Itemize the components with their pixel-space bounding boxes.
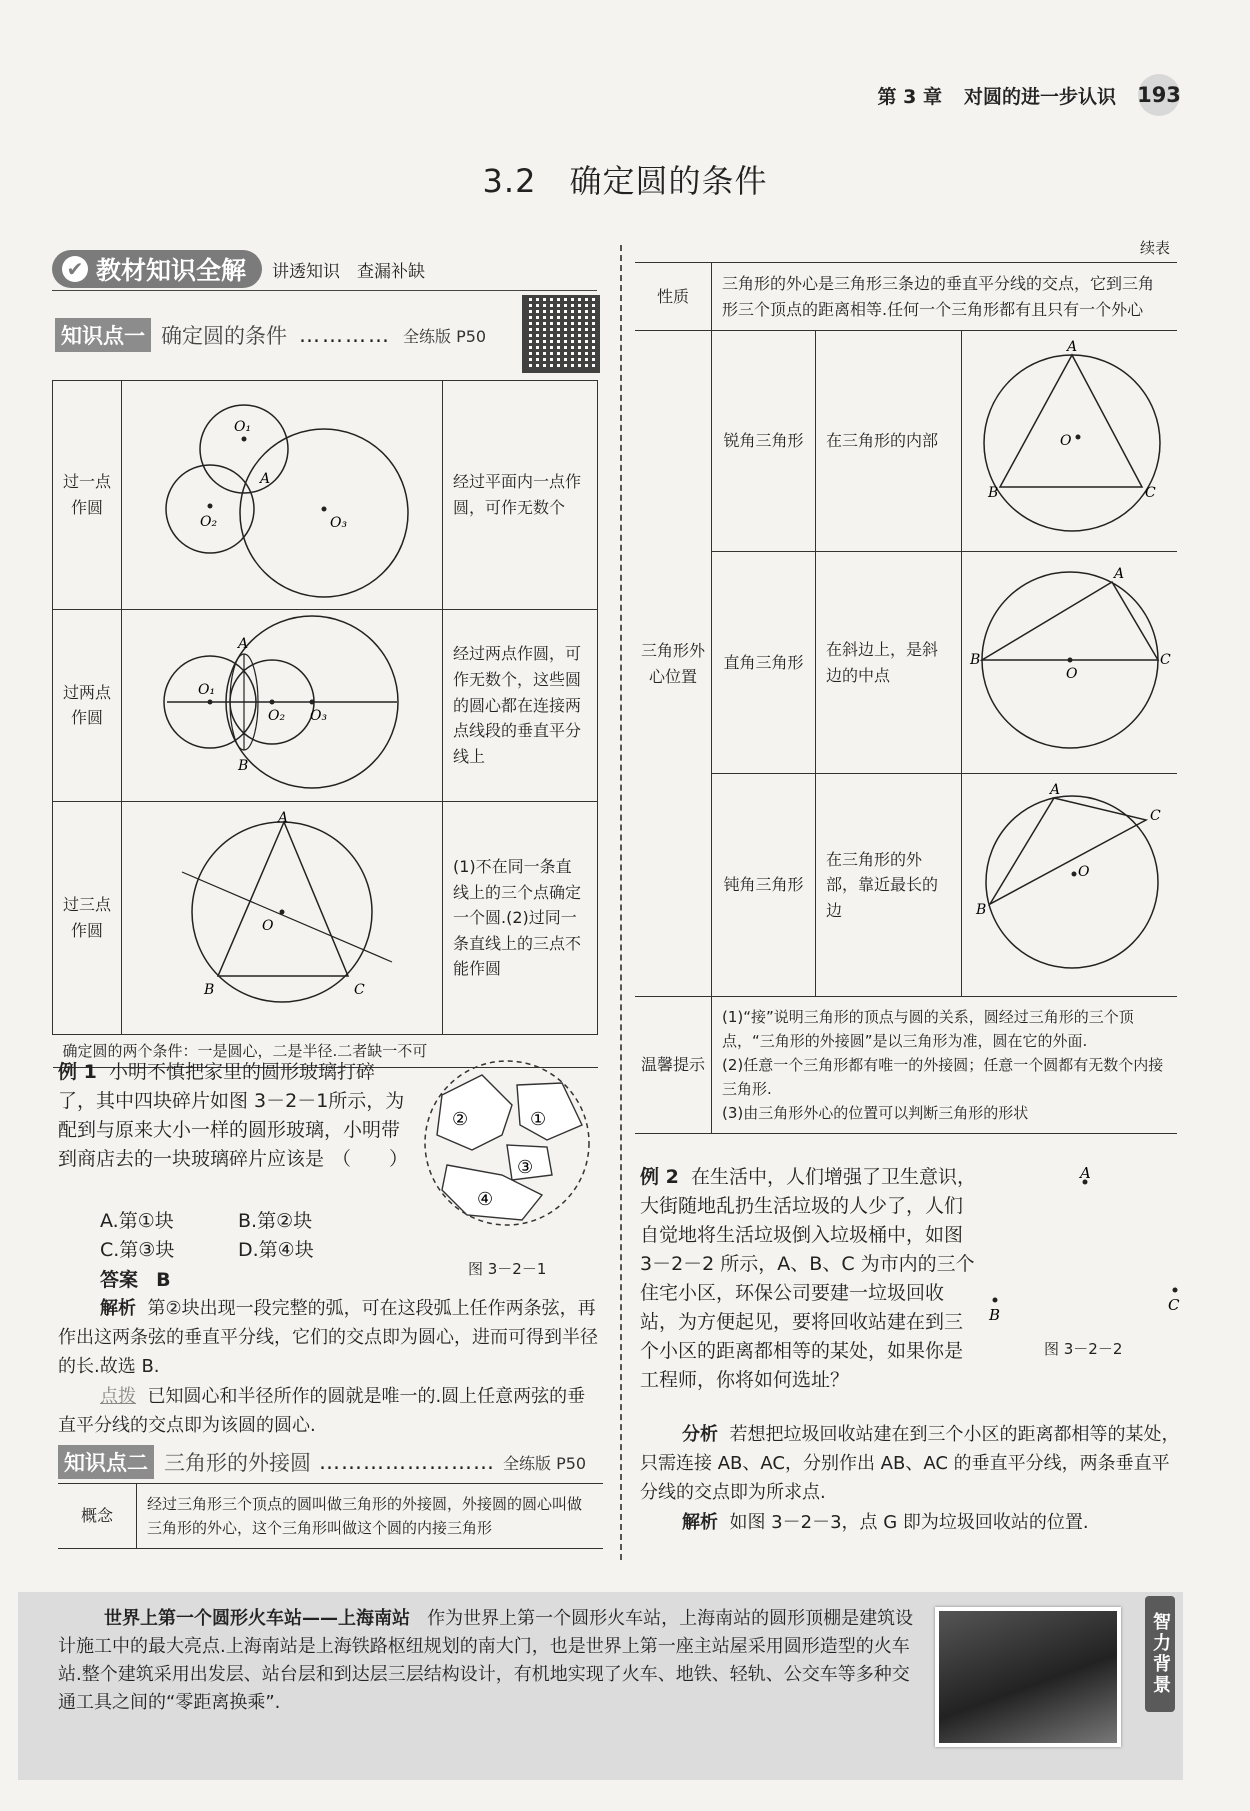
property-label: 性质 — [635, 263, 712, 331]
continued-label: 续表 — [1140, 239, 1171, 257]
example1-text: 小明不慎把家里的圆形玻璃打碎了，其中四块碎片如图 3－2－1所示，为配到与原来大小一样的圆形玻璃，小明带到商店去的一块玻璃碎片应该是 — [58, 1061, 405, 1170]
label-o: O — [1060, 433, 1072, 450]
column-divider — [620, 245, 622, 1560]
kp2-tag: 知识点二 — [58, 1445, 154, 1479]
property-text: 三角形的外心是三角形三条边的垂直平分线的交点，它到三角形三个顶点的距离相等.任何一个三角形都有且只有一个外心 — [712, 263, 1178, 331]
station-photo — [935, 1607, 1121, 1747]
option-c: C.第③块 — [100, 1239, 175, 1261]
table-row — [635, 331, 1177, 552]
example1-answer — [100, 1266, 171, 1295]
piece-3-label: ③ — [517, 1157, 534, 1178]
concept-label: 概念 — [58, 1484, 137, 1549]
qr-code-icon[interactable] — [522, 295, 600, 373]
label-o1: O₁ — [198, 681, 216, 698]
acute-triangle-figure — [962, 331, 1172, 543]
label-o: O — [1078, 864, 1090, 881]
side-tab: 智力背景 — [1145, 1596, 1175, 1712]
row-desc: (1)不在同一条直线上的三个点确定一个圆.(2)过同一条直线上的三点不能作圆 — [443, 802, 598, 1035]
figure-cell — [122, 802, 443, 1035]
row-label: 过三点作圆 — [53, 802, 122, 1035]
row-desc: 经过两点作圆，可作无数个，这些圆的圆心都在连接两点线段的垂直平分线上 — [443, 609, 598, 802]
row-label: 过两点作圆 — [53, 609, 122, 802]
figure-cell — [962, 551, 1178, 774]
analysis-text: 若想把垃圾回收站建在到三个小区的距离都相等的某处，只需连接 AB、AC，分别作出 AB、AC 的垂直平分线，两条垂直平分线的交点即为所求点. — [640, 1424, 1180, 1503]
page-number: 193 — [1138, 74, 1180, 116]
label-a: A — [278, 810, 289, 827]
label-b: B — [976, 902, 987, 919]
label-c: C — [1160, 651, 1171, 668]
label-b: B — [970, 651, 981, 668]
table-concept — [58, 1483, 603, 1549]
tip-label: 点拨 — [100, 1386, 136, 1407]
circumcenter-pos: 在三角形的外部，靠近最长的边 — [816, 774, 962, 997]
tips-cell — [712, 996, 1178, 1133]
example2-solution — [640, 1508, 1180, 1537]
kp1-heading — [55, 318, 486, 352]
banner-pill — [52, 250, 262, 288]
triangle-type: 钝角三角形 — [712, 774, 816, 997]
chapter-title: 对圆的进一步认识 — [963, 85, 1116, 108]
figure-cell — [962, 774, 1178, 997]
label-o2: O₂ — [200, 514, 218, 530]
figure-caption-1: 图 3－2－1 — [468, 1260, 547, 1278]
three-districts-figure — [985, 1160, 1180, 1330]
table-row — [58, 1484, 603, 1549]
answer-value: B — [156, 1269, 171, 1291]
background-title: 世界上第一个圆形火车站——上海南站 — [104, 1608, 410, 1629]
glass-pieces-figure — [412, 1055, 602, 1255]
label-o1: O₁ — [234, 419, 252, 435]
triangle-type: 锐角三角形 — [712, 331, 816, 552]
example1-analysis — [58, 1294, 601, 1381]
table-row — [53, 609, 598, 802]
label-c: C — [354, 982, 365, 999]
tip-3: (3)由三角形外心的位置可以判断三角形的形状 — [722, 1103, 1029, 1122]
tip-2: (2)任意一个三角形都有唯一的外接圆；任意一个圆都有无数个内接三角形. — [722, 1055, 1164, 1098]
option-b: B.第②块 — [238, 1210, 313, 1232]
table-row — [635, 263, 1177, 331]
kp2-title: 三角形的外接圆 — [164, 1451, 311, 1475]
figure-cell — [962, 331, 1178, 552]
chapter-header — [878, 74, 1180, 116]
kp1-tag: 知识点一 — [55, 318, 151, 352]
piece-2-label: ① — [530, 1109, 547, 1130]
label-b: B — [988, 485, 999, 502]
solution-label: 解析 — [682, 1512, 718, 1533]
label-a: A — [238, 635, 249, 652]
obtuse-triangle-figure — [962, 774, 1172, 988]
figure-caption-2: 图 3－2－2 — [1044, 1340, 1123, 1358]
example1-label: 例 1 — [58, 1061, 97, 1083]
label-c: C — [1150, 808, 1161, 825]
section-banner — [52, 250, 425, 288]
banner-title: 教材知识全解 — [96, 256, 247, 285]
kp1-ref: 全练版 P50 — [403, 326, 487, 346]
kp1-dots: ………… — [299, 323, 391, 347]
check-icon: ✔ — [62, 256, 88, 282]
two-point-circles-figure — [122, 610, 442, 794]
section-title: 3.2 确定圆的条件 — [482, 162, 768, 200]
point-a: A — [1080, 1164, 1091, 1182]
label-a: A — [260, 471, 271, 487]
label-o: O — [262, 918, 274, 935]
three-point-circle-figure — [122, 802, 442, 1026]
example2-question — [640, 1163, 980, 1395]
tip-1: (1)“接”说明三角形的顶点与圆的关系，圆经过三角形的三个顶点，“三角形的外接圆”是以三角形为准，圆在它的外面. — [722, 1007, 1134, 1050]
table-row — [635, 774, 1177, 997]
table-row — [635, 551, 1177, 774]
example1-tip — [58, 1382, 601, 1440]
piece-1-label: ② — [452, 1109, 469, 1130]
label-a: A — [1114, 565, 1125, 582]
example1-question — [58, 1058, 408, 1174]
table-footer: 确定圆的两个条件：一是圆心，二是半径.二者缺一不可 — [53, 1034, 598, 1067]
table-row — [53, 381, 598, 610]
tip-text: 已知圆心和半径所作的圆就是唯一的.圆上任意两弦的垂直平分线的交点即为该圆的圆心. — [58, 1386, 586, 1436]
background-body: 作为世界上第一个圆形火车站，上海南站的圆形顶棚是建筑设计施工中的最大亮点.上海南站是上海铁路枢纽规划的南大门，也是世界上第一座主站屋采用圆形造型的火车站.整个建筑采用出发层、站台层和到达层三层结构设计，有机地实现了火车、地铁、轻轨、公交车等多种交通工具之间的“零距离换乘”. — [58, 1608, 914, 1713]
kp1-title: 确定圆的条件 — [161, 324, 287, 348]
table-circle-conditions — [52, 380, 598, 1068]
circumcenter-pos: 在三角形的内部 — [816, 331, 962, 552]
point-b: B — [989, 1306, 1001, 1324]
position-label: 三角形外心位置 — [635, 331, 712, 997]
figure-cell — [122, 609, 443, 802]
example1-blank: （ ） — [331, 1148, 408, 1170]
label-o3: O₃ — [310, 707, 328, 724]
label-b: B — [204, 982, 215, 999]
analysis-label: 解析 — [100, 1298, 136, 1319]
concept-text: 经过三角形三个顶点的圆叫做三角形的外接圆，外接圆的圆心叫做三角形的外心，这个三角形叫做这个圆的内接三角形 — [137, 1484, 604, 1549]
example2-text: 在生活中，人们增强了卫生意识，大街随地乱扔生活垃圾的人少了，人们自觉地将生活垃圾倒入垃圾桶中，如图 3－2－2 所示，A、B、C 为市内的三个住宅小区，环保公司要建一垃圾回收站，为方便起见，要将回收站建在到三个小区的距离都相等的某处，如果你是工程师，你将如何选址？ — [640, 1166, 976, 1391]
figure-cell — [122, 381, 443, 610]
analysis-label: 分析 — [682, 1424, 718, 1445]
label-o2: O₂ — [268, 707, 286, 724]
option-d: D.第④块 — [238, 1239, 314, 1261]
kp2-dots: …………………… — [319, 1450, 495, 1474]
one-point-circles-figure — [122, 381, 442, 601]
solution-text: 如图 3－2－3，点 G 即为垃圾回收站的位置. — [729, 1512, 1089, 1533]
option-a: A.第①块 — [100, 1210, 174, 1232]
banner-rule — [52, 290, 597, 291]
table-circumcircle — [635, 262, 1177, 1134]
label-o: O — [1066, 665, 1078, 682]
kp2-ref: 全练版 P50 — [503, 1453, 587, 1473]
table-row — [635, 996, 1177, 1133]
circumcenter-pos: 在斜边上，是斜边的中点 — [816, 551, 962, 774]
banner-subtitle: 讲透知识 查漏补缺 — [272, 261, 426, 282]
point-c: C — [1168, 1296, 1180, 1314]
triangle-type: 直角三角形 — [712, 551, 816, 774]
table-row — [53, 802, 598, 1035]
label-c: C — [1145, 485, 1156, 502]
row-label: 过一点作圆 — [53, 381, 122, 610]
answer-label: 答案 — [100, 1269, 139, 1291]
tips-label: 温馨提示 — [635, 996, 712, 1133]
chapter-number: 第 3 章 — [877, 85, 942, 108]
right-triangle-figure — [962, 552, 1172, 766]
label-o3: O₃ — [330, 515, 348, 531]
example2-analysis — [640, 1420, 1180, 1507]
background-info-text — [58, 1605, 918, 1717]
row-desc: 经过平面内一点作圆，可作无数个 — [443, 381, 598, 610]
example2-label: 例 2 — [640, 1166, 679, 1188]
label-a: A — [1050, 782, 1061, 799]
piece-4-label: ④ — [477, 1189, 494, 1210]
example1-options — [100, 1207, 376, 1265]
kp2-heading — [58, 1445, 603, 1479]
label-b: B — [238, 757, 249, 774]
label-a: A — [1067, 339, 1078, 356]
analysis-text: 第②块出现一段完整的弧，可在这段弧上任作两条弦，再作出这两条弦的垂直平分线，它们的交点即为圆心，进而可得到半径的长.故选 B. — [58, 1298, 598, 1377]
